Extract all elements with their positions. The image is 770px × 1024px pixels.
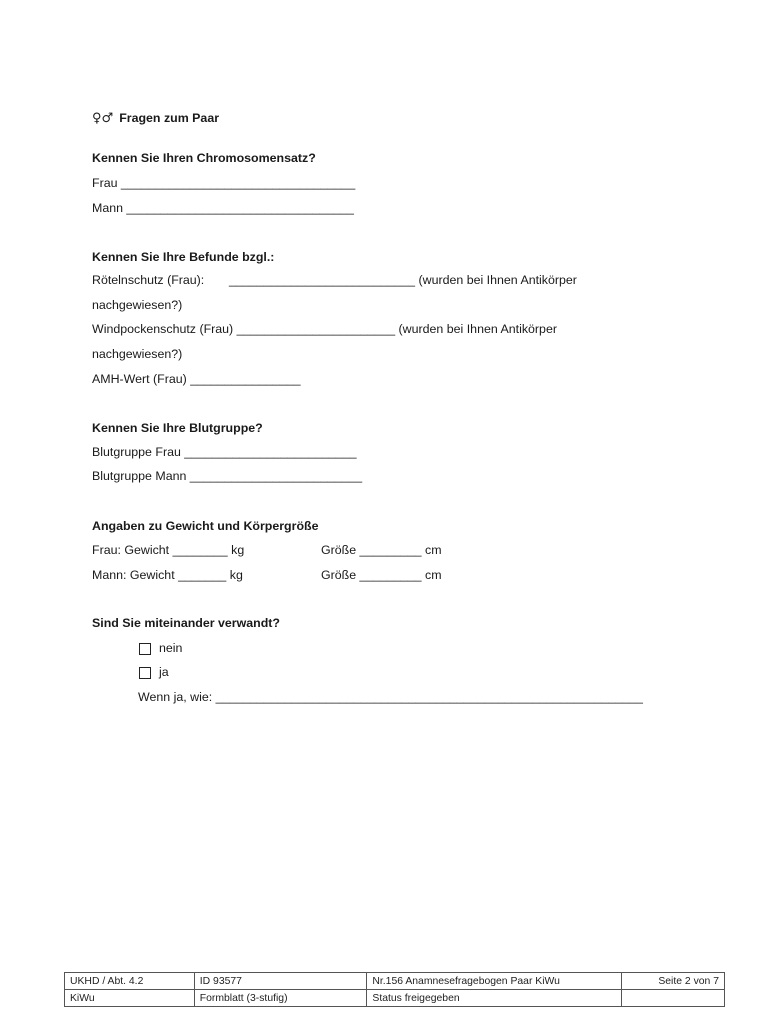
amh-field[interactable]: AMH-Wert (Frau) ________________ (92, 372, 301, 386)
footer-row (65, 990, 725, 1007)
footer-status: Status freigegeben (367, 990, 622, 1007)
roeteln-label: Rötelnschutz (Frau): (92, 273, 205, 287)
mann-weight-field[interactable]: Mann: Gewicht _______ kg (92, 568, 243, 582)
footer-empty-cell (622, 990, 725, 1007)
blood-mann-field[interactable]: Blutgruppe Mann _________________________ (92, 469, 363, 483)
document-footer (64, 972, 725, 1007)
windpocken-field[interactable]: Windpockenschutz (Frau) _______________________ (wurden bei Ihnen Antikörper (92, 322, 557, 336)
footer-unit: KiWu (65, 990, 195, 1007)
body-heading: Angaben zu Gewicht und Körpergröße (92, 519, 319, 533)
footer-document-title: Nr.156 Anamnesefragebogen Paar KiWu (367, 973, 622, 990)
roeteln-field[interactable]: ___________________________ (wurden bei Ihnen Antikörper (229, 273, 577, 287)
frau-height-field[interactable]: Größe _________ cm (321, 543, 442, 557)
blood-heading: Kennen Sie Ihre Blutgruppe? (92, 421, 263, 435)
frau-weight-field[interactable]: Frau: Gewicht ________ kg (92, 543, 245, 557)
footer-form-type: Formblatt (3-stufig) (194, 990, 367, 1007)
roeteln-continuation: nachgewiesen?) (92, 298, 183, 312)
related-heading: Sind Sie miteinander verwandt? (92, 616, 280, 630)
footer-department: UKHD / Abt. 4.2 (65, 973, 195, 990)
checkbox-nein[interactable] (139, 643, 151, 655)
findings-heading: Kennen Sie Ihre Befunde bzgl.: (92, 250, 275, 264)
related-how-field[interactable]: Wenn ja, wie: ______________________________________________________________ (138, 690, 643, 704)
section-couple-title (92, 111, 219, 126)
footer-page-number: Seite 2 von 7 (622, 973, 725, 990)
mann-height-field[interactable]: Größe _________ cm (321, 568, 442, 582)
checkbox-ja-label: ja (159, 665, 169, 679)
footer-id: ID 93577 (194, 973, 367, 990)
chromosomes-frau-field[interactable]: Frau __________________________________ (92, 176, 356, 190)
couple-title-text: Fragen zum Paar (119, 111, 220, 125)
chromosomes-mann-field[interactable]: Mann _________________________________ (92, 201, 354, 215)
windpocken-continuation: nachgewiesen?) (92, 347, 183, 361)
blood-frau-field[interactable]: Blutgruppe Frau _________________________ (92, 445, 357, 459)
gender-icon: ♀♂ (92, 111, 114, 126)
footer-row (65, 973, 725, 990)
chromosomes-heading: Kennen Sie Ihren Chromosomensatz? (92, 151, 316, 165)
checkbox-nein-label: nein (159, 641, 183, 655)
checkbox-ja[interactable] (139, 667, 151, 679)
